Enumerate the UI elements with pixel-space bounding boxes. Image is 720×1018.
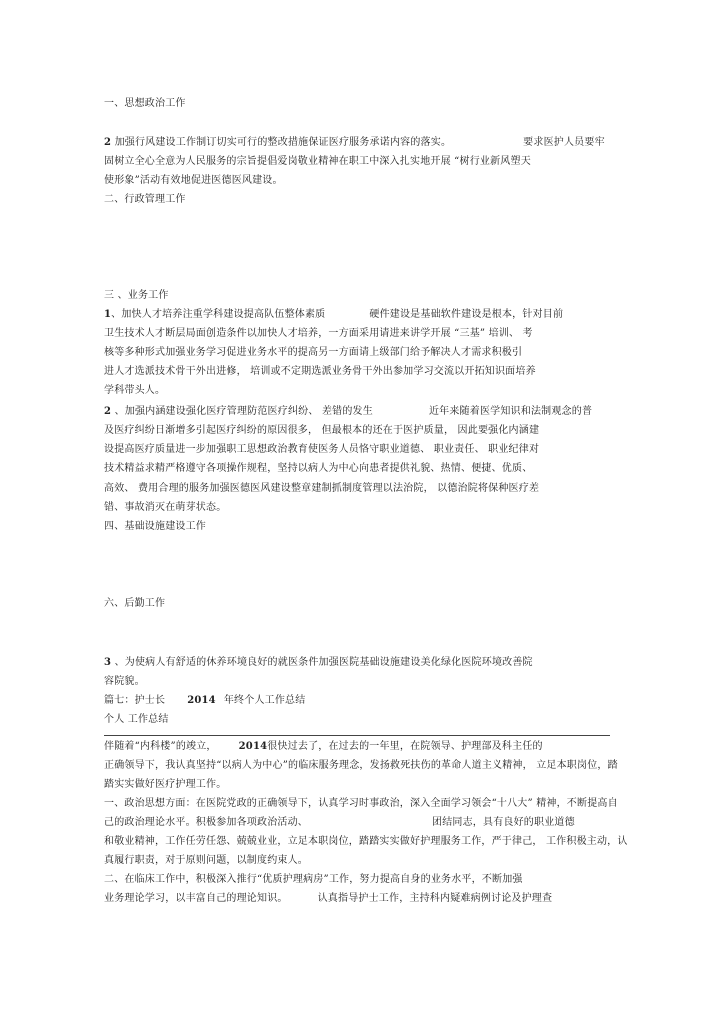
inline-year: 2014 — [238, 741, 268, 752]
paragraph-line: 正确领导下，我认真坚持“以病人为中心”的临床服务理念，发扬救死扶伤的革命人道主义精神， 立足本职岗位，踏 — [104, 760, 618, 771]
text-segment: 硬件建设是基础软件建设是根本，针对目前 — [369, 309, 564, 320]
paragraph-line — [104, 740, 543, 753]
paragraph-line — [104, 892, 552, 905]
article-label-b: 年终个人工作总结 — [223, 695, 306, 706]
section-heading-infrastructure: 四、基础设施建设工作 — [104, 521, 206, 532]
paragraph-line: 二、在临床工作中，积极深入推行“优质护理病房”工作，努力提高自身的业务水平，不断加强 — [104, 874, 523, 885]
article-year: 2014 — [187, 695, 216, 706]
paragraph-line — [104, 136, 605, 149]
article-subtitle: 个人 工作总结 — [104, 714, 169, 725]
paragraph-line: 核等多种形式加强业务学习促进业务水平的提高另一方面请上级部门给予解决人才需求积极引 — [104, 347, 523, 358]
section-heading-political: 一、思想政治工作 — [104, 98, 186, 109]
paragraph-line: 学科带头人。 — [104, 385, 166, 396]
paragraph-line: 卫生技术人才断层局面创造条件以加快人才培养，一方面采用请进来讲学开展 “三基” 培训、 考 — [104, 328, 533, 339]
text-segment: 很快过去了，在过去的一年里，在院领导、护理部及科主任的 — [267, 741, 543, 752]
paragraph-line: 技术精益求精严格遵守各项操作规程，坚持以病人为中心向患者提供礼貌、热情、便捷、优质、 — [104, 463, 533, 474]
item-number: 2 — [104, 406, 112, 417]
paragraph-line: 设提高医疗质量进一步加强职工思想政治教育使医务人员恪守职业道德、 职业责任、 职业纪律对 — [104, 444, 540, 455]
paragraph-line: 及医疗纠纷日渐增多引起医疗纠纷的原因很多， 但最根本的还在于医护质量， 因此要强化内涵建 — [104, 425, 540, 436]
section-heading-logistics: 六、后勤工作 — [104, 598, 166, 609]
item-number: 2 — [104, 137, 112, 148]
text-segment: 伴随着“内科楼”的竣立， — [104, 741, 217, 752]
text-segment: 、加强内涵建设强化医疗管理防范医疗纠纷、 差错的发生 — [114, 406, 373, 417]
title-divider — [104, 735, 610, 736]
text-segment: 己的政治理论水平。积极参加各项政治活动、 — [104, 817, 308, 828]
paragraph-line — [104, 308, 563, 321]
article-title — [104, 694, 305, 707]
paragraph-line: 和敬业精神，工作任劳任怨、兢兢业业，立足本职岗位，踏踏实实做好护理服务工作，严于律己， 工作积极主动，认 — [104, 836, 628, 847]
text-segment: 、为使病人有舒适的休养环境良好的就医条件加强医院基础设施建设美化绿化医院环境改善院 — [114, 657, 533, 668]
paragraph-line: 固树立全心全意为人民服务的宗旨提倡爱岗敬业精神在职工中深入扎实地开展 “树行业新风塑天 — [104, 156, 531, 167]
text-segment: 要求医护人员要牢 — [523, 137, 605, 148]
text-segment: 加强行风建设工作制订切实可行的整改措施保证医疗服务承诺内容的落实。 — [114, 137, 452, 148]
section-heading-business: 三 、业务工作 — [104, 290, 169, 301]
text-segment: 、加快人才培养注重学科建设提高队伍整体素质 — [111, 309, 326, 320]
section-heading-admin: 二、行政管理工作 — [104, 194, 186, 205]
paragraph-line: 使形象”活动有效地促进医德医风建设。 — [104, 175, 283, 186]
paragraph-line — [104, 656, 533, 669]
paragraph-line: 踏实实做好医疗护理工作。 — [104, 779, 227, 790]
text-segment: 近年来随着医学知识和法制观念的普 — [428, 406, 593, 417]
text-segment: 业务理论学习，以丰富自己的理论知识。 — [104, 893, 288, 904]
paragraph-line: 高效、 费用合理的服务加强医德医风建设整章建制抓制度管理以法治院， 以德治院将保种医疗差 — [104, 483, 540, 494]
article-label: 篇七：护士长 — [104, 695, 166, 706]
text-segment: 认真指导护士工作，主持科内疑难病例讨论及护理查 — [317, 893, 553, 904]
item-number: 1 — [104, 309, 112, 320]
paragraph-line: 一、政治思想方面：在医院党政的正确领导下，认真学习时事政治，深入全面学习领会“十八大” 精神，不断提高自 — [104, 798, 618, 809]
item-number: 3 — [104, 657, 112, 668]
paragraph-line: 真履行职责，对于原则问题，以制度约束人。 — [104, 855, 308, 866]
paragraph-line: 容院貌。 — [104, 676, 145, 687]
paragraph-line: 进人才选派技术骨干外出进修， 培训或不定期选派业务骨干外出参加学习交流以开拓知识面培养 — [104, 366, 536, 377]
paragraph-line — [104, 405, 592, 418]
paragraph-line — [104, 816, 575, 829]
text-segment: 团结同志，具有良好的职业道德 — [432, 817, 575, 828]
paragraph-line: 错、事故消灭在萌芽状态。 — [104, 502, 227, 513]
